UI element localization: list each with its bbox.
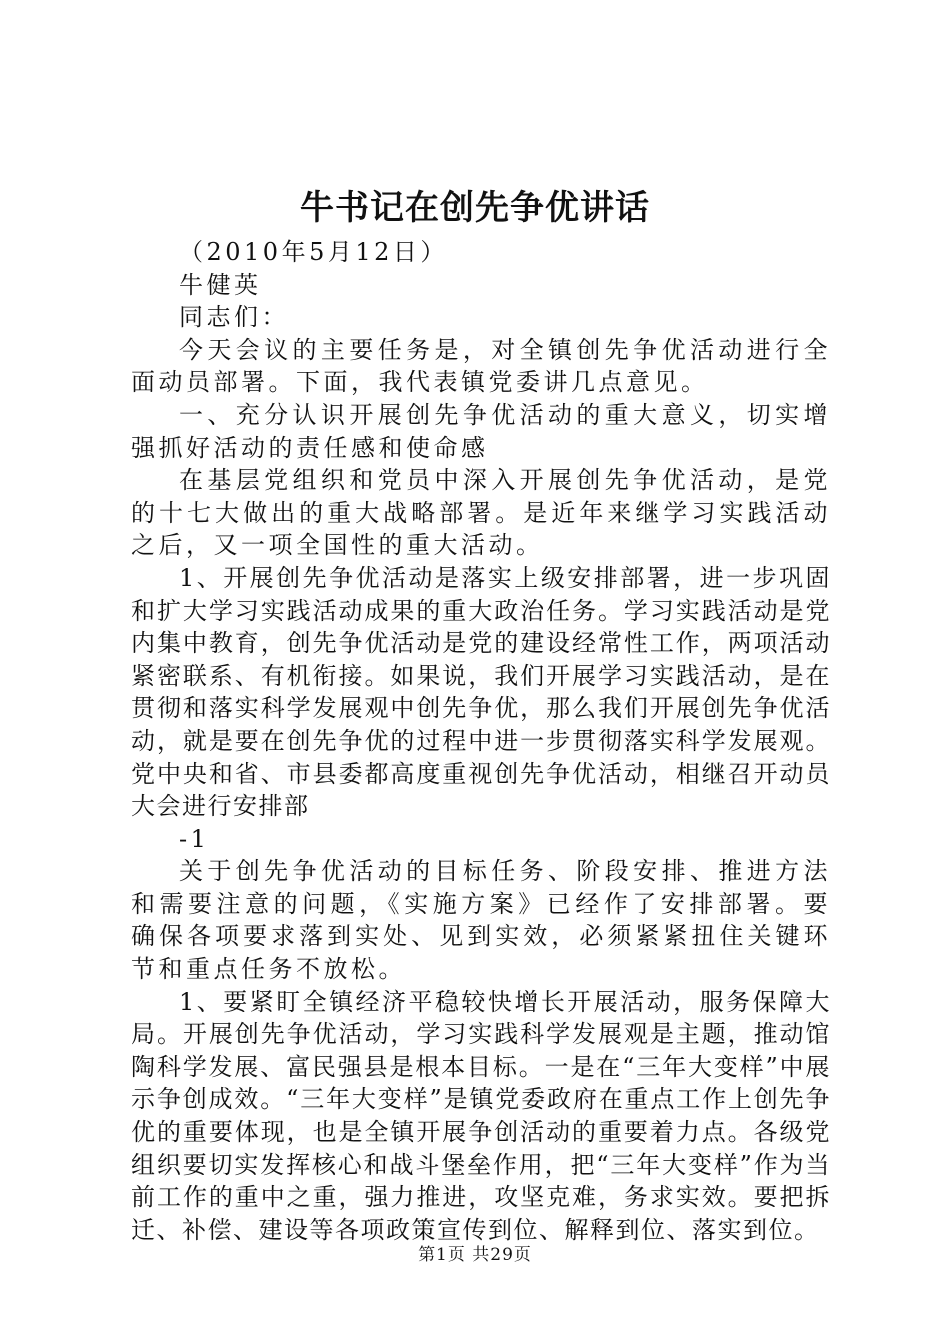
paragraph: 今天会议的主要任务是，对全镇创先争优活动进行全面动员部署。下面，我代表镇党委讲几点意见。: [131, 335, 831, 397]
paragraph: 1、要紧盯全镇经济平稳较快增长开展活动，服务保障大局。开展创先争优活动，学习实践科学发展观是主题，推动馆陶科学发展、富民强县是根本目标。一是在“三年大变样”中展示争创成效。“三年大变样”是镇党委政府在重点工作上创先争优的重要体现，也是全镇开展争创活动的重要着力点。各级党组织要切实发挥核心和战斗堡垒作用，把“三年大变样”作为当前工作的重中之重，强力推进，攻坚克难，务求实效。要把拆迁、补偿、建设等各项政策宣传到位、解释到位、落实到位。: [131, 987, 831, 1244]
paragraph: 在基层党组织和党员中深入开展创先争优活动，是党的十七大做出的重大战略部署。是近年来继学习实践活动之后，又一项全国性的重大活动。: [131, 466, 831, 560]
author-name: 牛健英: [179, 270, 262, 299]
page-marker: -1: [179, 824, 210, 853]
paragraph: 1、开展创先争优活动是落实上级安排部署，进一步巩固和扩大学习实践活动成果的重大政治任务。学习实践活动是党内集中教育，创先争优活动是党的建设经常性工作，两项活动紧密联系、有机衔接。如果说，我们开展学习实践活动，是在贯彻和落实科学发展观中创先争优，那么我们开展创先争优活动，就是要在创先争优的过程中进一步贯彻落实科学发展观。党中央和省、市县委都高度重视创先争优活动，相继召开动员大会进行安排部: [131, 563, 831, 821]
page-footer: 第1页 共29页: [418, 1245, 532, 1265]
salutation: 同志们：: [179, 303, 289, 332]
document-body: [131, 236, 831, 1246]
paragraph: 关于创先争优活动的目标任务、阶段安排、推进方法和需要注意的问题，《实施方案》已经作了安排部署。要确保各项要求落到实处、见到实效，必须紧紧扭住关键环节和重点任务不放松。: [131, 857, 831, 984]
date-line: （2010年5月12日）: [179, 238, 448, 266]
section-heading: 一、充分认识开展创先争优活动的重大意义，切实增强抓好活动的责任感和使命感: [131, 400, 831, 462]
document-title: 牛书记在创先争优讲话: [300, 188, 650, 228]
